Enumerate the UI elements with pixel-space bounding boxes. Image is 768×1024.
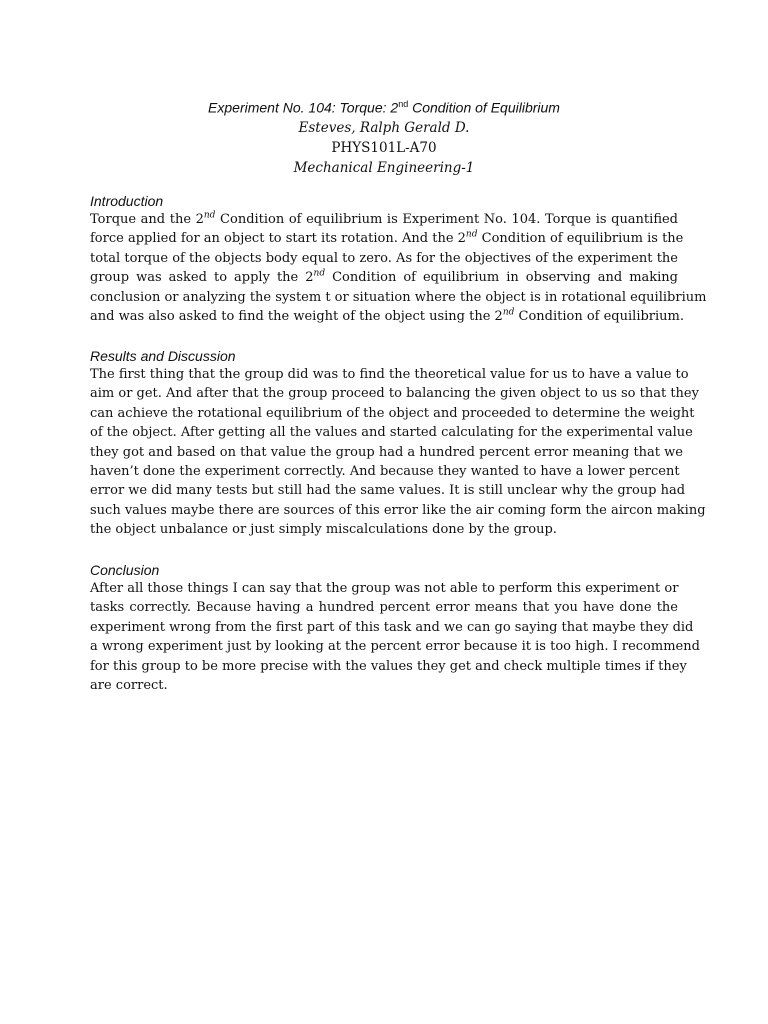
conclusion-section bbox=[90, 561, 700, 695]
program-name: Mechanical Engineering-1 bbox=[293, 159, 475, 176]
paragraph-line bbox=[90, 307, 685, 326]
paragraph-line: the object unbalance or just simply miscalculations done by the group. bbox=[90, 522, 557, 538]
paragraph-line: for this group to be more precise with the values they get and check multiple times if they bbox=[90, 658, 687, 674]
document-header bbox=[90, 94, 678, 178]
results-heading: Results and Discussion bbox=[90, 348, 236, 364]
author-name: Esteves, Ralph Gerald D. bbox=[298, 119, 470, 136]
paragraph-line: such values maybe there are sources of this error like the air coming form the aircon making bbox=[90, 502, 706, 518]
paragraph-line bbox=[90, 210, 678, 229]
paragraph-line: can achieve the rotational equilibrium of the object and proceeded to determine the weight bbox=[90, 405, 695, 421]
results-section bbox=[90, 347, 706, 540]
line-text: total torque of the objects body equal to zero. As for the objectives of the experiment the bbox=[90, 250, 678, 266]
paragraph-line: a wrong experiment just by looking at the percent error because it is too high. I recommend bbox=[90, 639, 700, 655]
conclusion-heading: Conclusion bbox=[90, 562, 160, 578]
ordinal-superscript: nd bbox=[203, 210, 216, 221]
paragraph-line: they got and based on that value the group had a hundred percent error meaning that we bbox=[90, 444, 683, 460]
line-text: force applied for an object to start its rotation. And the 2 bbox=[90, 231, 466, 247]
line-text: conclusion or analyzing the system t or situation where the object is in rotational equilibrium bbox=[90, 289, 707, 305]
introduction-paragraph bbox=[90, 210, 707, 326]
line-text: group was asked to apply the 2 bbox=[90, 270, 314, 286]
paragraph-line: The first thing that the group did was to find the theoretical value for us to have a value to bbox=[90, 367, 689, 382]
line-text: and was also asked to find the weight of the object using the 2 bbox=[90, 309, 503, 325]
conclusion-paragraph bbox=[90, 579, 700, 695]
paragraph-line: aim or get. And after that the group proceed to balancing the given object to us so that they bbox=[90, 386, 699, 402]
line-text: Condition of equilibrium is the bbox=[477, 231, 684, 247]
ordinal-superscript: nd bbox=[313, 268, 326, 279]
line-text: Condition of equilibrium is Experiment No. 104. Torque is quantified bbox=[215, 212, 679, 227]
paragraph-line bbox=[90, 249, 678, 268]
paragraph-line: experiment wrong from the first part of this task and we can go saying that maybe they did bbox=[90, 619, 694, 635]
ordinal-superscript: nd bbox=[502, 307, 515, 318]
paragraph-line: After all those things I can say that the group was not able to perform this experiment or bbox=[90, 581, 679, 596]
line-text: Torque and the 2 bbox=[90, 212, 204, 227]
paragraph-line: of the object. After getting all the values and started calculating for the experimental value bbox=[90, 425, 693, 441]
paragraph-line: haven’t done the experiment correctly. And because they wanted to have a lower percent bbox=[90, 464, 680, 480]
introduction-section bbox=[90, 192, 707, 326]
results-paragraph bbox=[90, 365, 706, 540]
line-text: Condition of equilibrium in observing and making bbox=[325, 270, 679, 286]
line-text: Condition of equilibrium. bbox=[514, 309, 685, 325]
paragraph-line bbox=[90, 268, 678, 287]
ordinal-superscript: nd bbox=[465, 230, 478, 241]
introduction-heading: Introduction bbox=[90, 193, 164, 209]
paragraph-line: tasks correctly. Because having a hundred percent error means that you have done the bbox=[90, 600, 678, 616]
paragraph-line bbox=[90, 288, 707, 307]
course-code: PHYS101L-A70 bbox=[331, 139, 437, 156]
document-title: Experiment No. 104: Torque: 2nd Condition of Equilibrium bbox=[208, 99, 560, 116]
paragraph-line bbox=[90, 229, 684, 248]
title-superscript: nd bbox=[398, 99, 409, 109]
paragraph-line: error we did many tests but still had the same values. It is still unclear why the group had bbox=[90, 483, 686, 499]
paragraph-line: are correct. bbox=[90, 678, 168, 694]
